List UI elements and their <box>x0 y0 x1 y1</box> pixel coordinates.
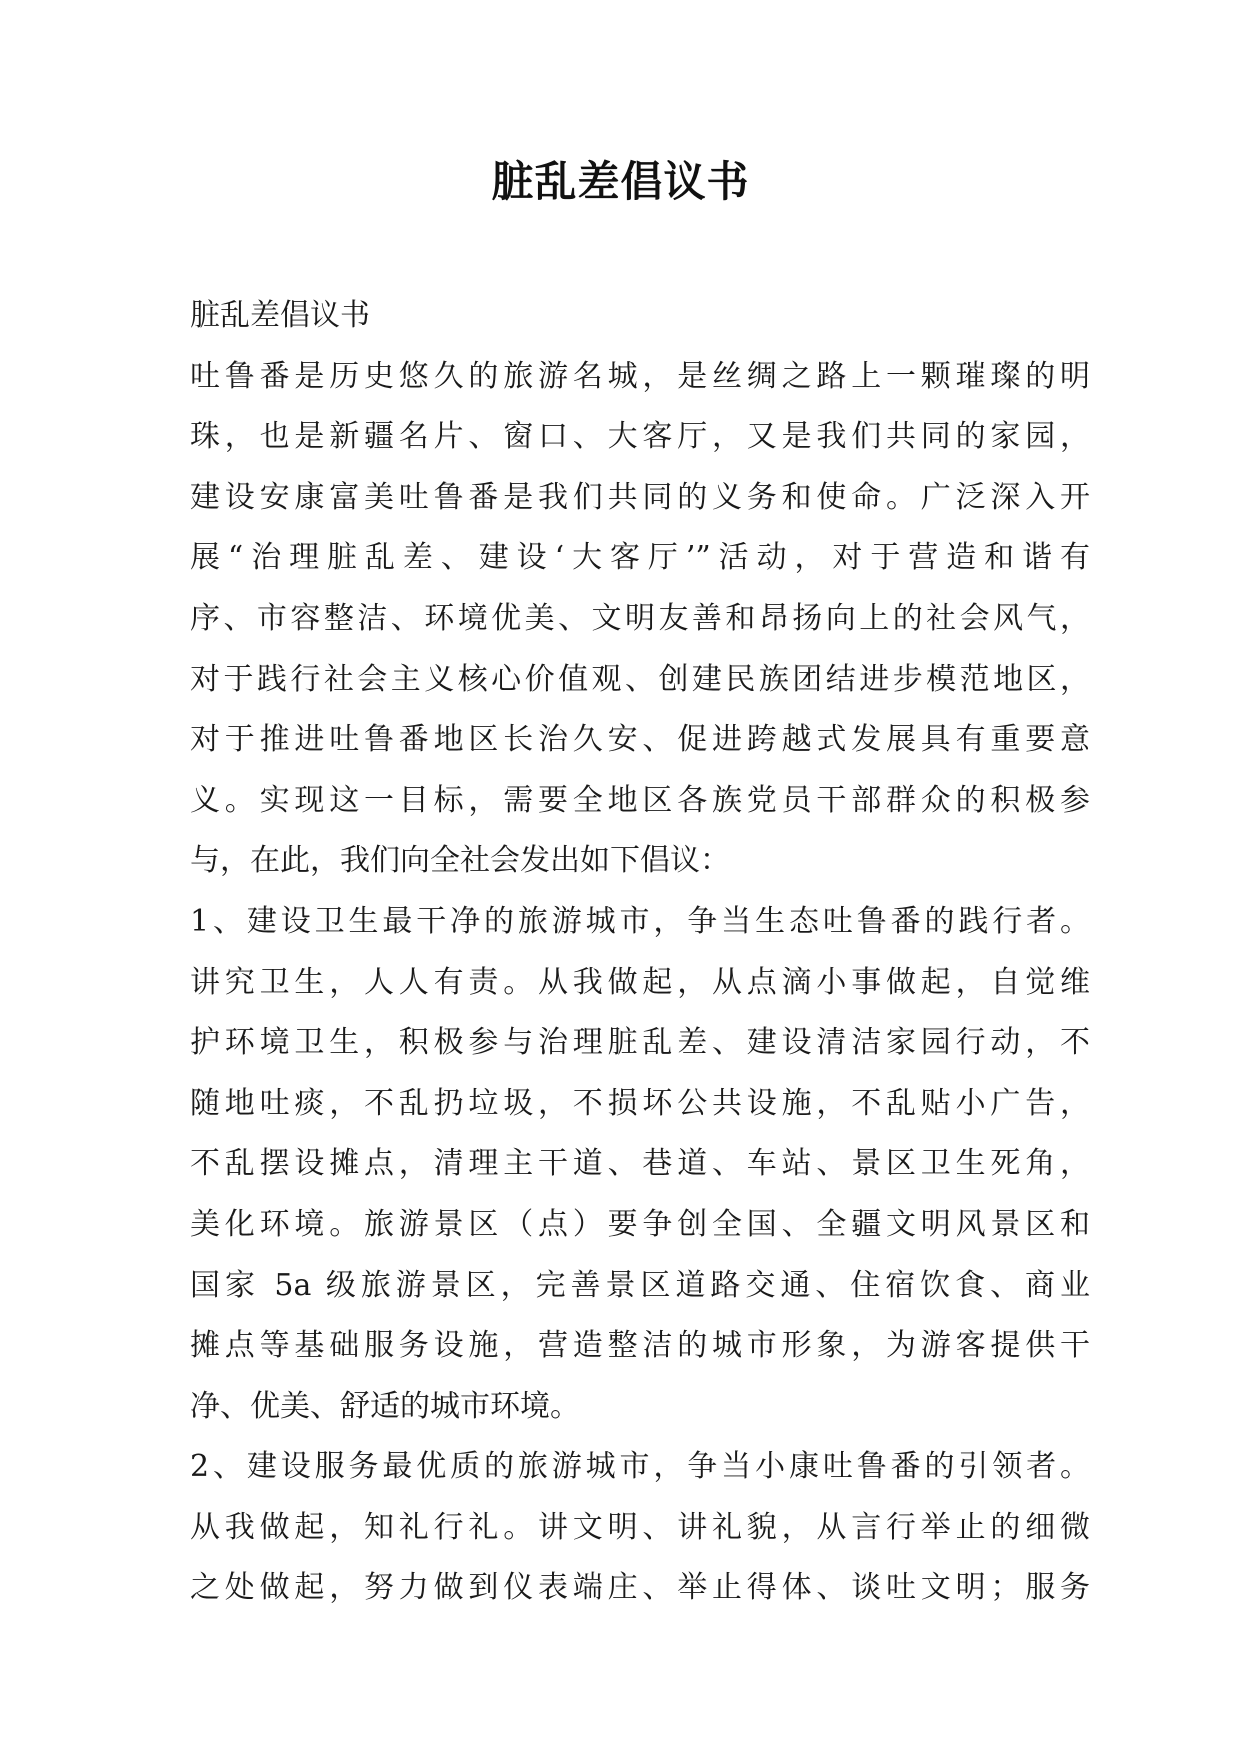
body-line: 对于践行社会主义核心价值观、创建民族团结进步模范地区， <box>190 661 1090 697</box>
body-line: 对于推进吐鲁番地区长治久安、促进跨越式发展具有重要意 <box>190 722 1090 758</box>
body-line: 序、市容整洁、环境优美、文明友善和昂扬向上的社会风气， <box>190 600 1090 636</box>
body-line: 美化环境。旅游景区（点）要争创全国、全疆文明风景区和 <box>190 1206 1090 1242</box>
body-line-item-2-heading: 2、建设服务最优质的旅游城市，争当小康吐鲁番的引领者。 <box>190 1449 1090 1485</box>
body-line: 义。实现这一目标，需要全地区各族党员干部群众的积极参 <box>190 782 1090 818</box>
body-line: 摊点等基础服务设施，营造整洁的城市形象，为游客提供干 <box>190 1328 1090 1364</box>
body-line: 护环境卫生，积极参与治理脏乱差、建设清洁家园行动，不 <box>190 1025 1090 1061</box>
document-body <box>190 286 1090 1619</box>
body-line: 之处做起，努力做到仪表端庄、举止得体、谈吐文明；服务 <box>190 1570 1090 1606</box>
body-line: 建设安康富美吐鲁番是我们共同的义务和使命。广泛深入开 <box>190 479 1090 515</box>
body-line-paragraph-end: 净、优美、舒适的城市环境。 <box>190 1388 580 1424</box>
body-line: 不乱摆设摊点，清理主干道、巷道、车站、景区卫生死角， <box>190 1146 1090 1182</box>
document-title: 脏乱差倡议书 <box>491 157 750 206</box>
body-line: 从我做起，知礼行礼。讲文明、讲礼貌，从言行举止的细微 <box>190 1509 1090 1545</box>
body-line: 展“治理脏乱差、建设‘大客厅’”活动，对于营造和谐有 <box>190 540 1090 576</box>
body-line-paragraph-end: 与，在此，我们向全社会发出如下倡议： <box>190 843 730 879</box>
body-line: 随地吐痰，不乱扔垃圾，不损坏公共设施，不乱贴小广告， <box>190 1085 1090 1121</box>
body-line-item-1-heading: 1、建设卫生最干净的旅游城市，争当生态吐鲁番的践行者。 <box>190 903 1090 939</box>
body-line: 吐鲁番是历史悠久的旅游名城，是丝绸之路上一颗璀璨的明 <box>190 358 1090 394</box>
body-line: 珠，也是新疆名片、窗口、大客厅，又是我们共同的家园， <box>190 419 1090 455</box>
body-line: 讲究卫生，人人有责。从我做起，从点滴小事做起，自觉维 <box>190 964 1090 1000</box>
body-line-subtitle: 脏乱差倡议书 <box>190 298 370 333</box>
body-line: 国家 5a 级旅游景区，完善景区道路交通、住宿饮食、商业 <box>190 1267 1090 1303</box>
